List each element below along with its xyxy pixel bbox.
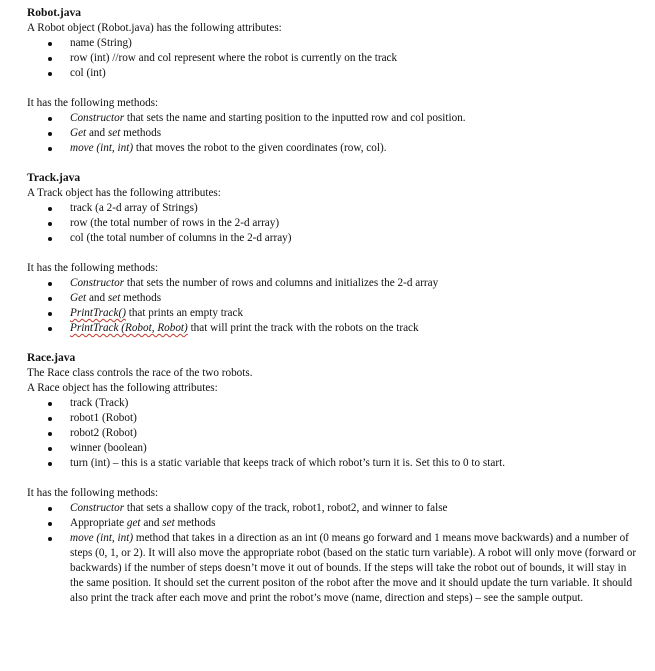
list-item: Get and set methods: [70, 126, 642, 141]
robot-methods: [27, 111, 642, 156]
list-item: col (the total number of columns in the 2-d array): [70, 231, 642, 246]
list-item: PrintTrack (Robot, Robot) that will print the track with the robots on the track: [70, 321, 642, 336]
robot-intro: A Robot object (Robot.java) has the following attributes:: [27, 22, 282, 34]
list-item: col (int): [70, 66, 642, 81]
track-title: Track.java: [27, 172, 81, 184]
track-intro: A Track object has the following attributes:: [27, 187, 221, 199]
list-item: Constructor that sets a shallow copy of the track, robot1, robot2, and winner to false: [70, 501, 642, 516]
list-item: track (Track): [70, 396, 642, 411]
list-item: PrintTrack() that prints an empty track: [70, 306, 642, 321]
document: [27, 6, 642, 606]
list-item: Constructor that sets the number of rows and columns and initializes the 2-d array: [70, 276, 642, 291]
track-methods-intro: It has the following methods:: [27, 262, 159, 274]
list-item: row (int) //row and col represent where the robot is currently on the track: [70, 51, 642, 66]
list-item: Constructor that sets the name and starting position to the inputted row and col position.: [70, 111, 642, 126]
list-item: winner (boolean): [70, 441, 642, 456]
robot-section: [27, 6, 642, 156]
track-section: [27, 171, 642, 336]
track-attributes: [27, 201, 642, 246]
race-attributes: [27, 396, 642, 471]
race-methods: [27, 501, 642, 606]
list-item: move (int, int) that moves the robot to the given coordinates (row, col).: [70, 141, 642, 156]
race-section: [27, 351, 642, 606]
list-item: row (the total number of rows in the 2-d array): [70, 216, 642, 231]
robot-methods-intro: It has the following methods:: [27, 97, 159, 109]
race-intro-1: The Race class controls the race of the two robots.: [27, 367, 253, 379]
list-item: Get and set methods: [70, 291, 642, 306]
list-item: track (a 2-d array of Strings): [70, 201, 642, 216]
list-item: name (String): [70, 36, 642, 51]
list-item: move (int, int) method that takes in a direction as an int (0 means go forward and 1 means move backwards) and a number of steps (0, 1, or 2). It will also move the appropriate robot (based on the static turn variable). A robot will only move (forward or backwards) if the number of steps doesn’t move it out of bounds. If the steps will take the robot out of bounds, it will stay in the same position. It should set the current positon of the robot after the move and it should update the turn variable. It should also print the track after each move and print the robot’s move (name, direction and steps) – see the sample output.: [70, 531, 642, 606]
race-intro-2: A Race object has the following attributes:: [27, 382, 218, 394]
list-item: turn (int) – this is a static variable that keeps track of which robot’s turn it is. Set this to 0 to start.: [70, 456, 642, 471]
robot-attributes: [27, 36, 642, 81]
list-item: Appropriate get and set methods: [70, 516, 642, 531]
race-methods-intro: It has the following methods:: [27, 487, 159, 499]
track-methods: [27, 276, 642, 336]
list-item: robot2 (Robot): [70, 426, 642, 441]
robot-title: Robot.java: [27, 7, 81, 19]
race-title: Race.java: [27, 352, 76, 364]
list-item: robot1 (Robot): [70, 411, 642, 426]
